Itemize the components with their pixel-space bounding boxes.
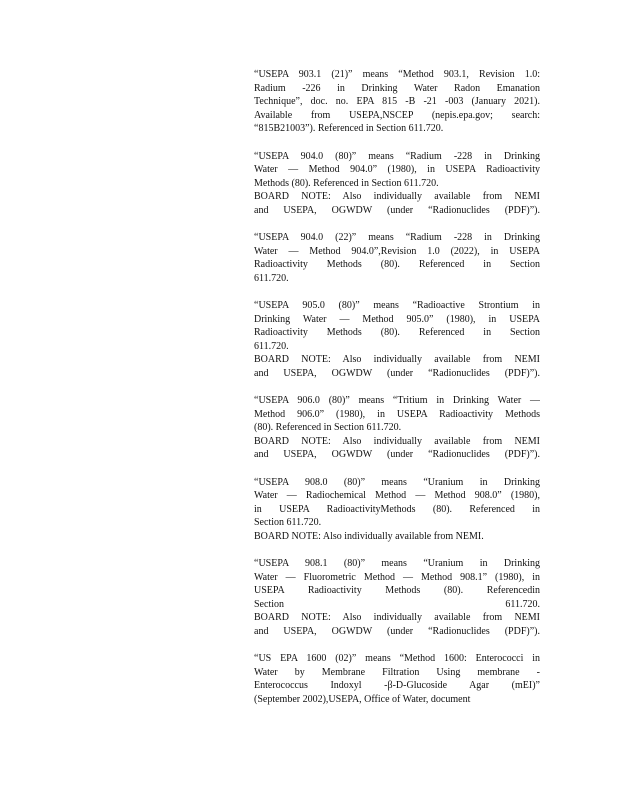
- definition-entry: [254, 394, 540, 462]
- text-line: Water — Method 904.0”,Revision 1.0 (2022), in USEPA: [254, 245, 540, 257]
- definition-entry: [254, 231, 540, 285]
- definition-entry: [254, 150, 540, 218]
- text-line: BOARD NOTE: Also individually available from NEMI: [254, 435, 540, 447]
- text-line: BOARD NOTE: Also individually available from NEMI: [254, 191, 540, 202]
- text-line: BOARD NOTE: Also individually available from NEMI.: [254, 530, 484, 542]
- text-line: BOARD NOTE: Also individually available from NEMI: [254, 612, 540, 623]
- definition-entry: [254, 476, 540, 544]
- text-line: Radium -226 in Drinking Water Radon Emanation: [254, 82, 540, 94]
- text-line: 611.720.: [254, 340, 289, 352]
- text-line: (September 2002),USEPA, Office of Water, document: [254, 693, 471, 705]
- definition-entry: [254, 68, 540, 136]
- definition-entry: [254, 652, 540, 706]
- text-line: Water — Radiochemical Method — Method 908.0” (1980),: [254, 490, 540, 501]
- definition-entry: [254, 557, 540, 638]
- text-line: Technique”, doc. no. EPA 815 -B -21 -003 (January 2021).: [254, 96, 540, 107]
- text-line: Method 906.0” (1980), in USEPA Radioactivity Methods: [254, 408, 540, 420]
- text-line: and USEPA, OGWDW (under “Radionuclides (PDF)”).: [254, 367, 540, 379]
- text-line: “USEPA 908.0 (80)” means “Uranium in Drinking: [254, 476, 540, 488]
- text-line: “USEPA 904.0 (22)” means “Radium -228 in Drinking: [254, 232, 540, 243]
- text-line: Enterococcus Indoxyl -β-D-Glucoside Agar (mEI)”: [254, 680, 540, 691]
- text-line: “US EPA 1600 (02)” means “Method 1600: Enterococci in: [254, 653, 540, 664]
- text-line: Radioactivity Methods (80). Referenced in Section: [254, 327, 540, 338]
- text-line: Water — Method 904.0” (1980), in USEPA Radioactivity: [254, 164, 540, 175]
- text-line: Available from USEPA,NSCEP (nepis.epa.gov; search:: [254, 109, 540, 121]
- text-line: Methods (80). Referenced in Section 611.720.: [254, 177, 439, 189]
- definition-entry: [254, 299, 540, 380]
- text-line: “USEPA 905.0 (80)” means “Radioactive Strontium in: [254, 300, 540, 311]
- text-line: Drinking Water — Method 905.0” (1980), in USEPA: [254, 313, 540, 325]
- text-line: and USEPA, OGWDW (under “Radionuclides (PDF)”).: [254, 449, 540, 460]
- text-line: “USEPA 904.0 (80)” means “Radium -228 in Drinking: [254, 150, 540, 162]
- text-line: “USEPA 906.0 (80)” means “Tritium in Drinking Water —: [254, 395, 540, 406]
- text-line: USEPA Radioactivity Methods (80). Referencedin: [254, 585, 540, 596]
- text-line: Section 611.720.: [254, 598, 540, 610]
- text-line: (80). Referenced in Section 611.720.: [254, 422, 402, 433]
- definitions-column: [254, 68, 540, 720]
- text-line: Water by Membrane Filtration Using membrane -: [254, 666, 540, 678]
- text-line: 611.720.: [254, 272, 289, 284]
- text-line: “USEPA 908.1 (80)” means “Uranium in Drinking: [254, 558, 540, 569]
- text-line: and USEPA, OGWDW (under “Radionuclides (PDF)”).: [254, 625, 540, 637]
- text-line: “USEPA 903.1 (21)” means “Method 903.1, Revision 1.0:: [254, 69, 540, 80]
- text-line: “815B21003”). Referenced in Section 611.720.: [254, 123, 444, 134]
- text-line: Water — Fluorometric Method — Method 908.1” (1980), in: [254, 571, 540, 583]
- text-line: and USEPA, OGWDW (under “Radionuclides (PDF)”).: [254, 204, 540, 216]
- text-line: BOARD NOTE: Also individually available from NEMI: [254, 354, 540, 365]
- text-line: in USEPA RadioactivityMethods (80). Referenced in: [254, 503, 540, 515]
- text-line: Section 611.720.: [254, 517, 322, 528]
- text-line: Radioactivity Methods (80). Referenced in Section: [254, 259, 540, 270]
